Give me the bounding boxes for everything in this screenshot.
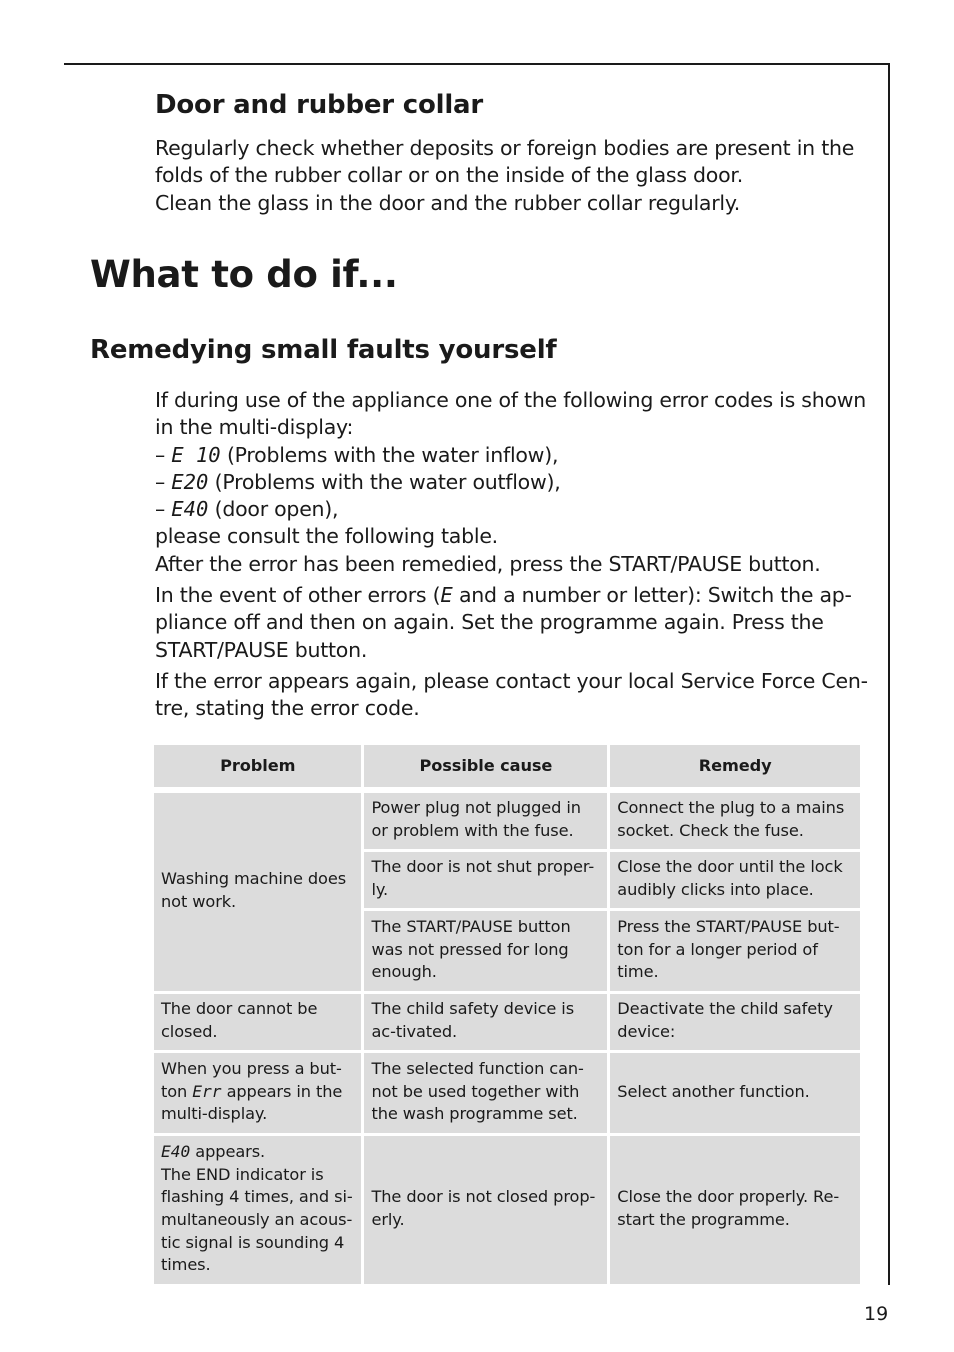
error-code: E20 xyxy=(171,469,209,494)
fault-table xyxy=(151,742,863,1287)
cause-cell: The selected function can-not be used together with the wash programme set. xyxy=(364,1053,607,1133)
problem-cell: E40 appears. The END indicator is flashing 4 times, and si-multaneously an acous-tic signal is sounding 4 times. xyxy=(154,1136,361,1284)
cause-cell: The door is not closed prop-erly. xyxy=(364,1136,607,1284)
section-title-faults: Remedying small faults yourself xyxy=(90,335,557,365)
right-rule xyxy=(888,63,890,1285)
header-problem: Problem xyxy=(154,745,361,787)
other-errors-paragraph: In the event of other errors (E and a number or letter): Switch the ap- pliance off and then on again. Set the programme again. Press the START/PAUSE button. xyxy=(155,583,852,662)
error-code: E 10 xyxy=(171,442,221,467)
remedy-cell: Deactivate the child safety device: xyxy=(610,994,860,1050)
error-code: E xyxy=(440,583,453,607)
table-header-row xyxy=(154,745,860,787)
door-paragraph: Regularly check whether deposits or foreign bodies are present in the folds of the rubber collar or on the inside of the glass door. Clean the glass in the door and the rubber collar regularly. xyxy=(155,136,855,215)
problem-cell: When you press a but-ton Err appears in the multi-display. xyxy=(154,1053,361,1133)
header-cause: Possible cause xyxy=(364,745,607,787)
remedy-cell: Press the START/PAUSE but-ton for a longer period of time. xyxy=(610,911,860,991)
error-code-item: – E40 (door open), xyxy=(155,497,339,522)
cause-cell: Power plug not plugged in or problem with the fuse. xyxy=(364,793,607,849)
error-code: Err xyxy=(192,1081,222,1101)
header-remedy: Remedy xyxy=(610,745,860,787)
section-title-door: Door and rubber collar xyxy=(155,90,484,120)
remedy-cell: Select another function. xyxy=(610,1053,860,1133)
contact-paragraph: If the error appears again, please contact your local Service Force Cen- tre, stating the error code. xyxy=(155,669,868,721)
problem-cell: Washing machine does not work. xyxy=(154,793,361,991)
cause-cell: The door is not shut proper-ly. xyxy=(364,852,607,908)
top-rule xyxy=(64,63,890,65)
cause-cell: The START/PAUSE button was not pressed for long enough. xyxy=(364,911,607,991)
page-title: What to do if... xyxy=(90,253,398,296)
remedy-cell: Close the door until the lock audibly clicks into place. xyxy=(610,852,860,908)
error-code-item: – E20 (Problems with the water outflow), xyxy=(155,469,561,494)
table-row xyxy=(154,1136,860,1284)
cause-cell: The child safety device is ac-tivated. xyxy=(364,994,607,1050)
remedy-cell: Close the door properly. Re-start the programme. xyxy=(610,1136,860,1284)
error-code-item: – E 10 (Problems with the water inflow), xyxy=(155,442,559,467)
remedy-cell: Connect the plug to a mains socket. Check the fuse. xyxy=(610,793,860,849)
page-number: 19 xyxy=(864,1303,889,1325)
problem-cell: The door cannot be closed. xyxy=(154,994,361,1050)
intro-paragraph: If during use of the appliance one of the following error codes is shown in the multi-display: – E 10 (Problems with the water inflow), – E20 (Problems with the water outflow), – E40 (door open), please consult the following table. After the error has been remedied, press the START/PAUSE button. xyxy=(155,388,867,576)
table-row xyxy=(154,1053,860,1133)
error-code: E40 xyxy=(171,497,209,522)
table-row xyxy=(154,793,860,849)
table-row xyxy=(154,994,860,1050)
error-code: E40 xyxy=(161,1142,191,1162)
